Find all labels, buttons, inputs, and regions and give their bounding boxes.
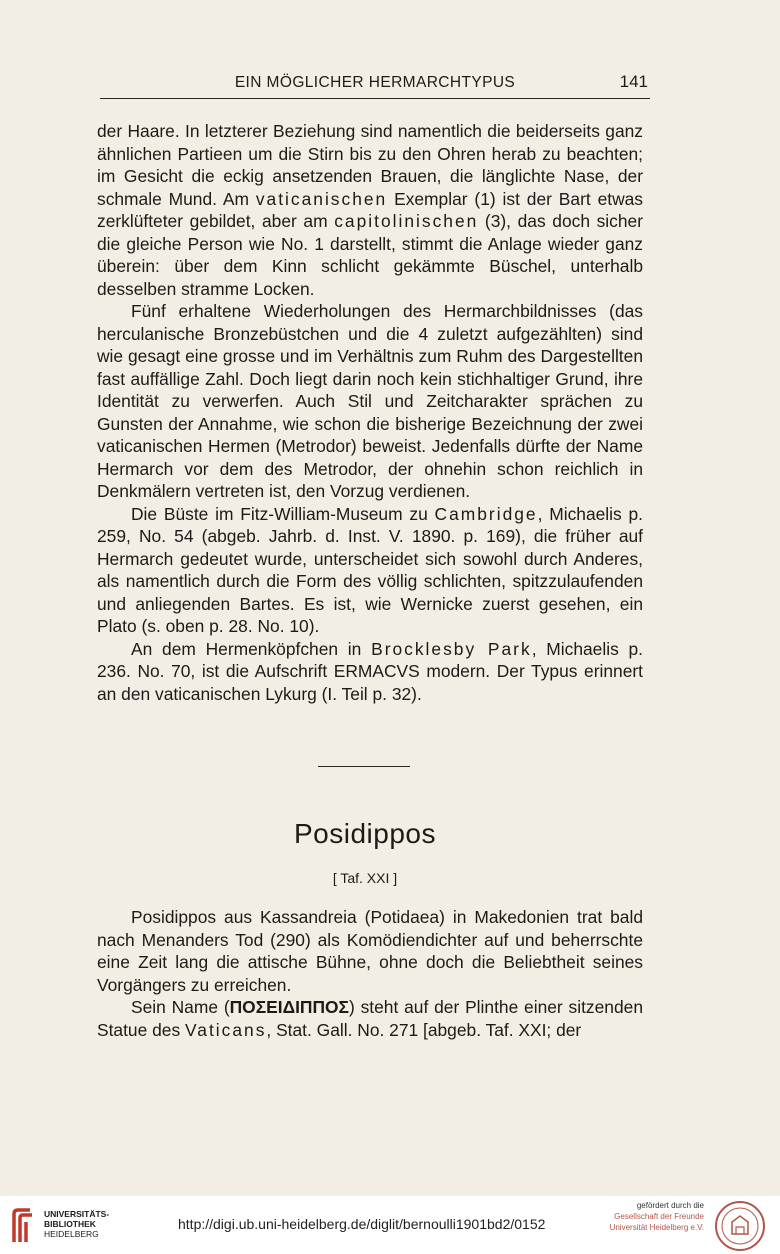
text-run: Sein Name ( bbox=[131, 997, 230, 1017]
sponsor-note bbox=[600, 1200, 704, 1233]
paragraph bbox=[97, 906, 643, 996]
text-run: , Michaelis p. 259, No. 54 (abgeb. Jahrb. d. Inst. V. 1890. p. 169), die früher auf Hermarch gedeutet wurde, unterscheidet sich sowohl durch Anderes, als namentlich durch die Form des völlig schlichten, spitzzulaufenden und anliegenden Bartes. Es ist, wie Wernicke zuerst gesehen, ein Plato (s. oben p. 28. No. 10). bbox=[97, 503, 644, 636]
footer-bar bbox=[0, 1196, 780, 1254]
sponsor-lead: gefördert durch die bbox=[636, 1201, 704, 1210]
permalink-url[interactable]: http://digi.ub.uni-heidelberg.de/diglit/bernoulli1901bd2/0152 bbox=[178, 1216, 546, 1232]
greek-inscription: ΠΟΣΕΙΔΙΠΠΟΣ bbox=[229, 997, 349, 1017]
library-name bbox=[44, 1209, 109, 1239]
section-divider bbox=[318, 766, 410, 767]
text-run: (3), das doch sicher die gleiche Person wie No. 1 darstellt, stimmt die Anlage wieder ganz überein: über dem Kinn schlicht gekämmte Büschel, unterhalb desselben stramme Locken. bbox=[97, 211, 643, 299]
library-name-line: UNIVERSITÄTS- bbox=[44, 1209, 110, 1219]
running-title: EIN MÖGLICHER HERMARCHTYPUS bbox=[234, 74, 516, 91]
spaced-emphasis: Vaticans bbox=[184, 1019, 267, 1040]
text-block-posidippos bbox=[97, 906, 643, 1041]
text-run: ) steht auf der Plinthe einer sitzenden Statue des bbox=[97, 997, 643, 1040]
sponsor-org-line: Gesellschaft der Freunde bbox=[614, 1212, 704, 1221]
paragraph bbox=[97, 996, 643, 1041]
paragraph bbox=[97, 638, 643, 706]
library-logo-icon bbox=[8, 1206, 38, 1246]
text-run: , Michaelis p. 236. No. 70, ist die Aufschrift ERMACVS modern. Der Typus erinnert an den vaticanischen Lykurg (I. Teil p. 32). bbox=[97, 638, 644, 704]
text-run: Posidippos aus Kassandreia (Potidaea) in Makedonien trat bald nach Menanders Tod (290) als Komödiendichter auf und beherrschte eine Zeit lang die attische Bühne, ohne doch die Beliebtheit seines Vorgängers zu erreichen. bbox=[97, 907, 643, 995]
spaced-emphasis: vaticanischen bbox=[255, 188, 388, 209]
paragraph bbox=[97, 503, 643, 638]
paragraph bbox=[97, 300, 643, 503]
text-block-hermarch bbox=[97, 120, 643, 705]
section-title: Posidippos bbox=[294, 818, 436, 849]
text-run: Die Büste im Fitz-William-Museum zu bbox=[131, 503, 435, 524]
running-head bbox=[100, 72, 650, 99]
spaced-emphasis: Brocklesby Park bbox=[371, 638, 532, 659]
page-number: 141 bbox=[619, 72, 648, 91]
text-run: der Haare. In letzterer Beziehung sind namentlich die beiderseits ganz ähnlichen Partieen um die Stirn bis zu den Ohren herab zu beachten; im Gesicht die eckig ansetzenden Brauen, die länglichte Nase, der schmale Mund. Am bbox=[97, 121, 643, 209]
paragraph bbox=[97, 120, 643, 300]
spaced-emphasis: capitolinischen bbox=[334, 211, 479, 231]
library-name-line: HEIDELBERG bbox=[44, 1229, 99, 1239]
text-run: Fünf erhaltene Wiederholungen des Hermarchbildnisses (das herculanische Bronzebüstchen und die 4 zuletzt aufgezählten) sind wie gesagt eine grosse und im Verhältnis zum Ruhm des Dargestellten fast auffällige Zahl. Doch liegt darin noch kein stichhaltiger Grund, ihre Identität zu verwerfen. Auch Stil und Zeitcharakter sprächen zu Gunsten der Annahme, wie schon die bisherige Bezeichnung der zwei vaticanischen Hermen (Metrodor) beweist. Jedenfalls dürfte der Name Hermarch vor dem des Metrodor, der ohnehin schon reichlich in Denkmälern vertreten ist, den Vorzug verdienen. bbox=[97, 301, 643, 501]
text-run: An dem Hermenköpfchen in bbox=[131, 638, 372, 659]
spaced-emphasis: Cambridge bbox=[434, 503, 538, 524]
text-run: , Stat. Gall. No. 271 [abgeb. Taf. XXI; der bbox=[266, 1019, 582, 1040]
plate-reference: [ Taf. XXI ] bbox=[332, 870, 398, 886]
sponsor-org-line: Universität Heidelberg e.V. bbox=[609, 1223, 704, 1232]
university-seal-icon bbox=[714, 1200, 766, 1252]
library-name-line: BIBLIOTHEK bbox=[44, 1219, 96, 1229]
text-run: Exemplar (1) ist der Bart etwas zerklüfteter gebildet, aber am bbox=[97, 188, 644, 231]
